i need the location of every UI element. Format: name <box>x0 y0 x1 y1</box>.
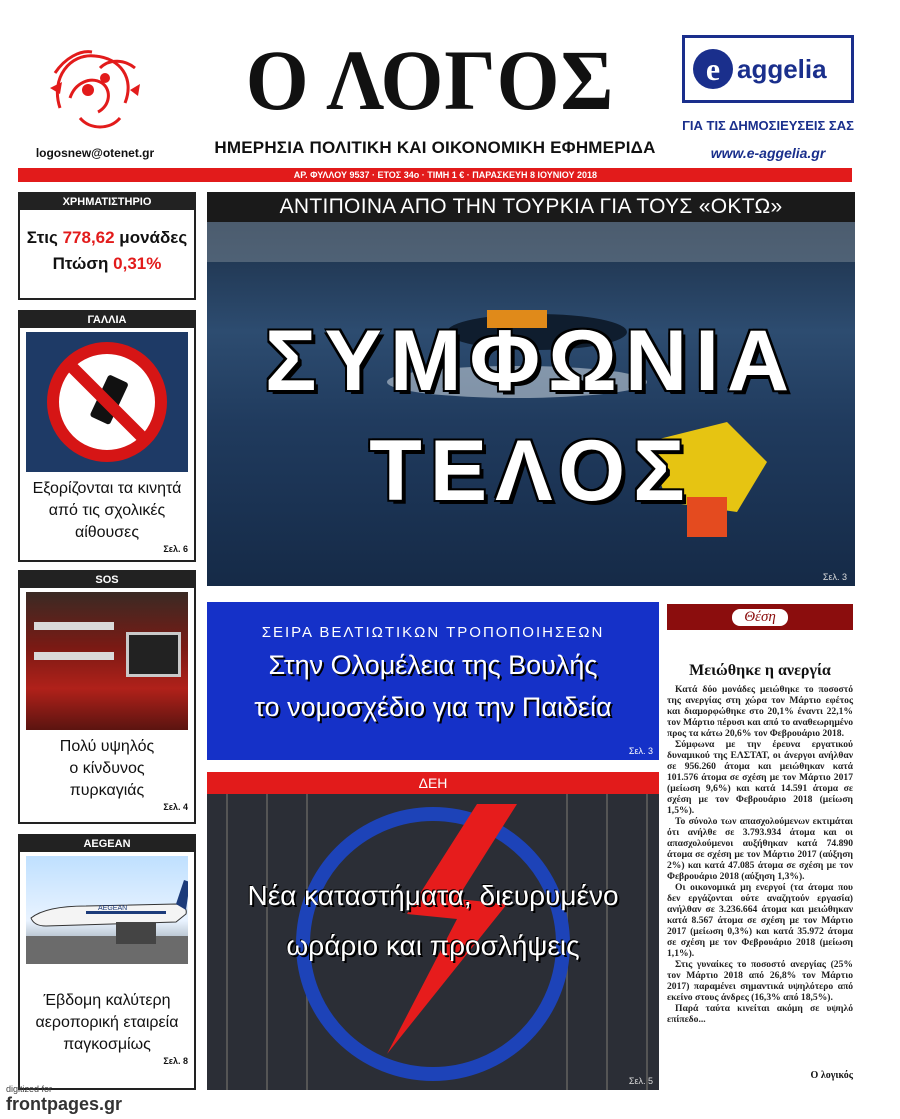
opinion-column-title[interactable]: Μειώθηκε η ανεργία <box>689 662 831 679</box>
story-image <box>26 332 188 472</box>
stock-points-value: 778,62 <box>62 228 115 247</box>
no-phones-icon <box>47 342 167 462</box>
eaggelia-wordmark: aggelia <box>737 53 827 84</box>
opinion-column-label: Θέση <box>667 604 853 630</box>
education-kicker: ΣΕΙΡΑ ΒΕΛΤΙΩΤΙΚΩΝ ΤΡΟΠΟΠΟΙΗΣΕΩΝ <box>261 624 605 641</box>
page-ref: Σελ. 3 <box>628 746 653 756</box>
story-image <box>26 856 188 964</box>
page-ref: Σελ. 8 <box>163 1056 188 1066</box>
advert-tagline: ΓΙΑ ΤΙΣ ΔΗΜΟΣΙΕΥΣΕΙΣ ΣΑΣ <box>682 118 854 133</box>
newspaper-subtitle: ΗΜΕΡΗΣΙΑ ΠΟΛΙΤΙΚΗ ΚΑΙ ΟΙΚΟΝΟΜΙΚΗ ΕΦΗΜΕΡΙΔΑ <box>214 138 656 157</box>
aegean-logo: AEGEAN <box>98 905 128 912</box>
story-header: ΓΑΛΛΙΑ <box>20 312 194 328</box>
stock-points-line: Στις 778,62 μονάδες <box>26 228 188 247</box>
newspaper-logo-art <box>40 38 145 138</box>
eaggelia-logo-icon: e <box>693 49 733 89</box>
eaggelia-advert[interactable] <box>682 35 854 103</box>
story-header: AEGEAN <box>20 836 194 852</box>
deh-image[interactable] <box>207 794 659 1090</box>
story-image <box>26 592 188 730</box>
hero-headline-kicker[interactable]: ΑΝΤΙΠΟΙΝΑ ΑΠΟ ΤΗΝ ΤΟΥΡΚΙΑ ΓΙΑ ΤΟΥΣ «ΟΚΤΩ» <box>207 192 855 222</box>
page-ref: Σελ. 5 <box>628 1076 653 1086</box>
stock-market-header: ΧΡΗΜΑΤΙΣΤΗΡΙΟ <box>20 194 194 210</box>
fire-truck-window <box>126 632 181 677</box>
airplane-icon <box>26 856 188 964</box>
deh-headline-2: ωράριο και προσλήψεις <box>286 930 580 961</box>
story-header: SOS <box>20 572 194 588</box>
page-ref: Σελ. 6 <box>163 544 188 554</box>
page-ref: Σελ. 4 <box>163 802 188 812</box>
contact-email[interactable]: logosnew@otenet.gr <box>35 146 155 160</box>
page-ref: Σελ. 3 <box>822 572 847 582</box>
newspaper-title: Ο ΛΟΓΟΣ <box>245 32 615 128</box>
hero-title-line-2: ΤΕΛΟΣ <box>369 423 693 519</box>
education-headline-2: το νομοσχέδιο για την Παιδεία <box>254 692 612 722</box>
stock-change-value: 0,31% <box>113 254 162 273</box>
watermark-line-1: digitized for <box>6 1084 53 1094</box>
deh-header[interactable]: ΔΕΗ <box>207 772 659 794</box>
stock-change-line: Πτώση 0,31% <box>52 254 162 273</box>
opinion-column-body: Κατά δύο μονάδες μειώθηκε το ποσοστό της ανεργίας στη χώρα τον Μάρτιο εφέτος και διαμορφώθηκε στο 20,1% έναντι 22,1% τον Μάρτιο πέρυσι και από το αναθεωρημένο προς τα κάτω 20,6% τον Φεβρουάριο 2018. Σύμφωνα με την έρευνα εργατικού δυναμικού της ΕΛΣΤΑΤ, οι άνεργοι ανήλθαν σε 956.260 άτομα και μειώθηκαν κατά 101.576 άτομα σε σχέση με τον Μάρτιο 2017 (μείωση 9,6%) και κατά 14.591 άτομα σε σχέση με τον Φεβρουάριο 2018 (μείωση 1,5%). Το σύνολο των απασχολούμενων εκτιμάται ότι ανήλθε σε 3.793.934 άτομα και οι απασχολούμενοι αυξήθηκαν κατά 74.890 άτομα σε σχέση με τον Μάρτιο 2017 (αύξηση 2%) και κατά 47.085 άτομα σε σχέση με τον Φεβρουάριο 2018 (αύξηση 1,3%). Οι οικονομικά μη ενεργοί (τα άτομα που δεν εργάζονται ούτε αναζητούν εργασία) ανήλθαν σε 3.236.664 άτομα και μειώθηκαν κατά 8.567 άτομα σε σχέση με τον Μάρτιο 2017 (μείωση 0,3%) και κατά 35.972 άτομα σε σχέση με τον Φεβρουάριο 2018 (μείωση 1,1%). Στις γυναίκες το ποσοστό ανεργίας (25% τον Μάρτιο 2018 από 26,8% τον Μάρτιο 2017) παραμένει σημαντικά υψηλότερο από εκείνο στους άνδρες (16,3% από 18,5%). Παρά ταύτα κινείται ακόμη σε υψηλό επίπεδο... <box>667 684 853 1025</box>
opinion-signature: Ο λογικός <box>810 1070 853 1081</box>
hero-image[interactable] <box>207 222 855 586</box>
story-aegean[interactable]: AEGEAN AEGEAN Έβδομη καλύτερη αεροπορική εταιρεία παγκοσμίως Σελ. 8 <box>18 834 196 1090</box>
hero-title-line-1: ΣΥΜΦΩΝΙΑ <box>264 313 798 409</box>
stock-market-box[interactable] <box>18 192 196 300</box>
deh-headline-1: Νέα καταστήματα, διευρυμένο <box>247 880 619 911</box>
issue-info-bar: ΑΡ. ΦΥΛΛΟΥ 9537 · ΕΤΟΣ 34ο · ΤΙΜΗ 1 € · ΠΑΡΑΣΚΕΥΗ 8 ΙΟΥΝΙΟΥ 2018 <box>18 168 852 182</box>
education-headline-1: Στην Ολομέλεια της Βουλής <box>268 650 598 680</box>
story-fire-risk[interactable]: SOS Πολύ υψηλός ο κίνδυνος πυρκαγιάς Σελ. 4 <box>18 570 196 824</box>
advert-url[interactable]: www.e-aggelia.gr <box>710 145 826 161</box>
watermark-line-2: frontpages.gr <box>6 1094 123 1114</box>
education-story[interactable] <box>207 602 659 760</box>
story-france-phones[interactable]: ΓΑΛΛΙΑ Εξορίζονται τα κινητά από τις σχολικές αίθουσες Σελ. 6 <box>18 310 196 562</box>
